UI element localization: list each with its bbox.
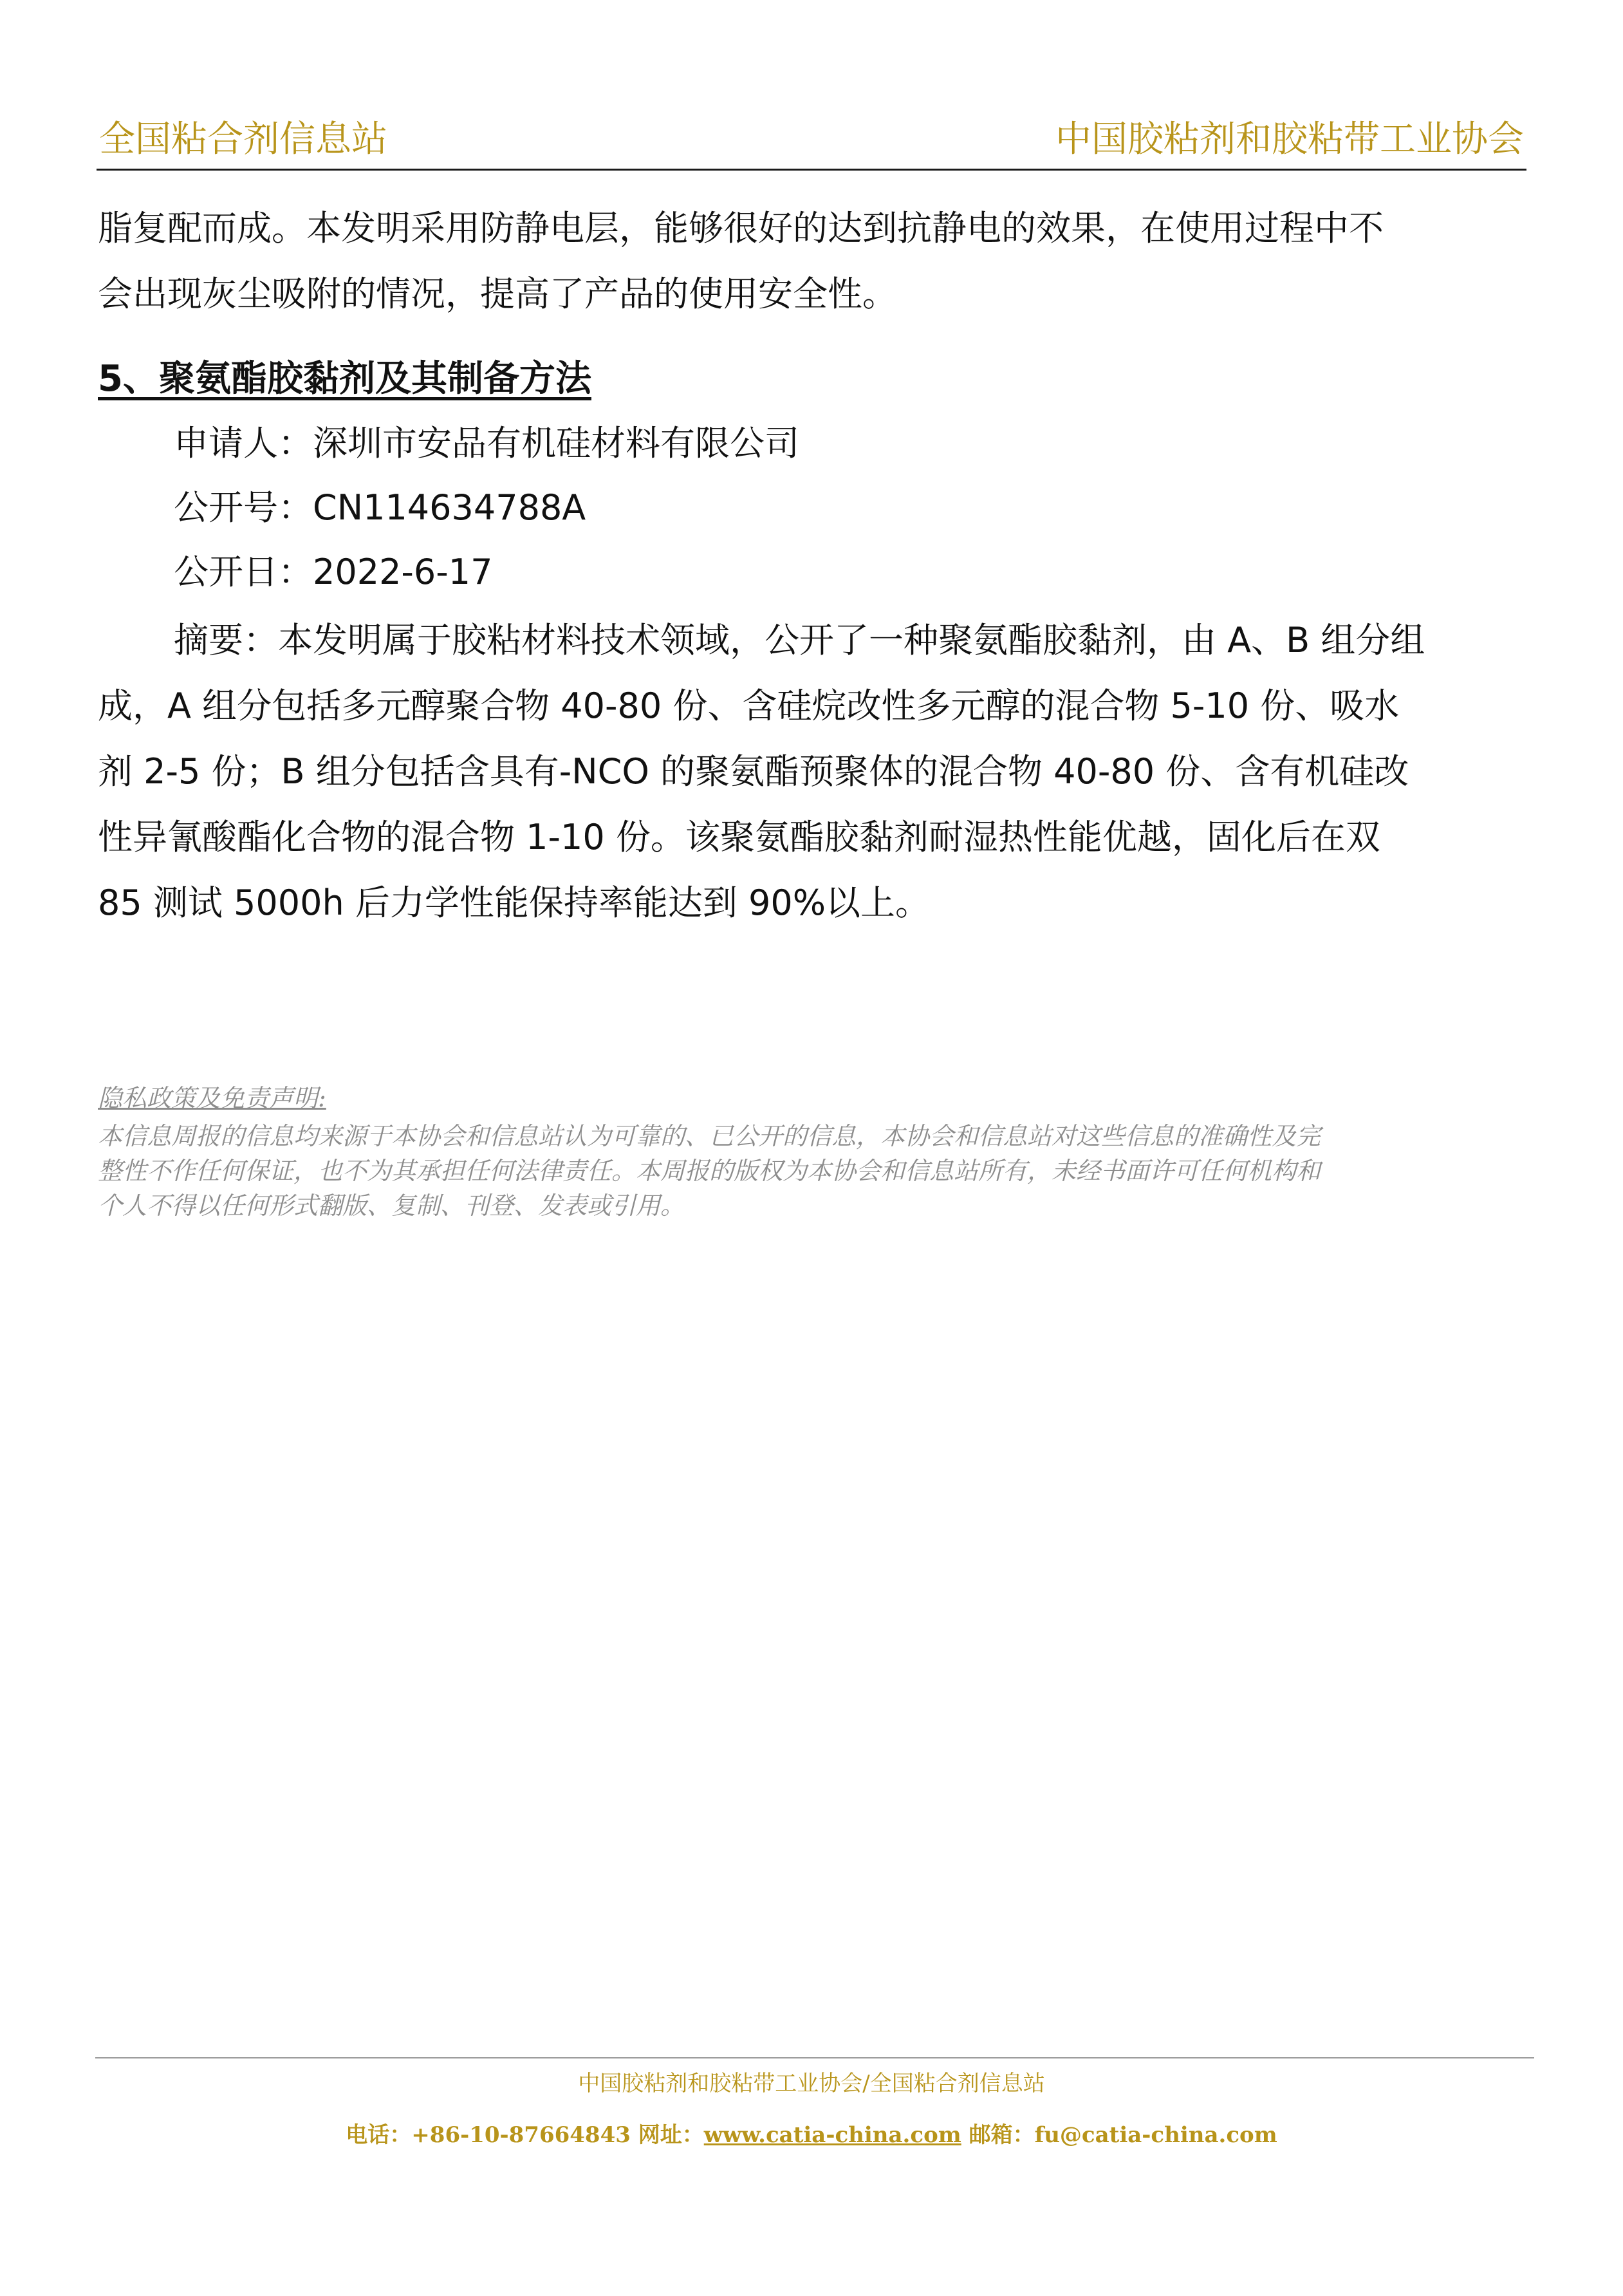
footer-organization: 中国胶粘剂和胶粘带工业协会/全国粘合剂信息站 (578, 2071, 1045, 2096)
footer-divider (95, 2057, 1534, 2058)
abstract-line: 85 测试 5000h 后力学性能保持率能达到 90%以上。 (98, 882, 931, 923)
footer-contact (0, 2119, 1623, 2151)
abstract-line: 成，A 组分包括多元醇聚合物 40-80 份、含硅烷改性多元醇的混合物 5-10 份、吸水 (98, 686, 1400, 726)
disclaimer-title-text: 隐私政策及免责声明 (98, 1084, 319, 1112)
disclaimer-line: 本信息周报的信息均来源于本协会和信息站认为可靠的、已公开的信息，本协会和信息站对这些信息的准确性及完 (98, 1122, 1321, 1150)
page-header (97, 115, 1526, 171)
header-site-name: 全国粘合剂信息站 (99, 118, 387, 160)
header-association-name: 中国胶粘剂和胶粘带工业协会 (1055, 118, 1524, 160)
intro-paragraph-line-1: 脂复配而成。本发明采用防静电层，能够很好的达到抗静电的效果，在使用过程中不 (98, 208, 1384, 248)
section-title: 5、聚氨酯胶黏剂及其制备方法 (98, 358, 591, 400)
abstract-line: 性异氰酸酯化合物的混合物 1-10 份。该聚氨酯胶黏剂耐湿热性能优越，固化后在双 (98, 817, 1380, 857)
abstract-line: 摘要：本发明属于胶粘材料技术领域，公开了一种聚氨酯胶黏剂，由 A、B 组分组 (174, 620, 1425, 660)
disclaimer-title (98, 1081, 326, 1115)
applicant-field: 申请人：深圳市安品有机硅材料有限公司 (174, 423, 799, 463)
disclaimer-line: 整性不作任何保证，也不为其承担任何法律责任。本周报的版权为本协会和信息站所有，未经书面许可任何机构和 (98, 1157, 1321, 1185)
footer-website-link[interactable]: www.catia-china.com (703, 2122, 961, 2148)
disclaimer-title-colon: : (318, 1084, 326, 1112)
publication-date-field: 公开日：2022-6-17 (174, 552, 493, 592)
publication-number-field: 公开号：CN114634788A (174, 487, 586, 528)
disclaimer-line: 个人不得以任何形式翻版、复制、刊登、发表或引用。 (98, 1191, 685, 1220)
intro-paragraph-line-2: 会出现灰尘吸附的情况，提高了产品的使用安全性。 (98, 274, 897, 314)
footer-email[interactable]: 邮箱：fu@catia-china.com (961, 2122, 1277, 2148)
footer-phone: 电话：+86-10-87664843 网址： (346, 2122, 704, 2148)
abstract-line: 剂 2-5 份；B 组分包括含具有-NCO 的聚氨酯预聚体的混合物 40-80 份、含有机硅改 (98, 751, 1409, 792)
